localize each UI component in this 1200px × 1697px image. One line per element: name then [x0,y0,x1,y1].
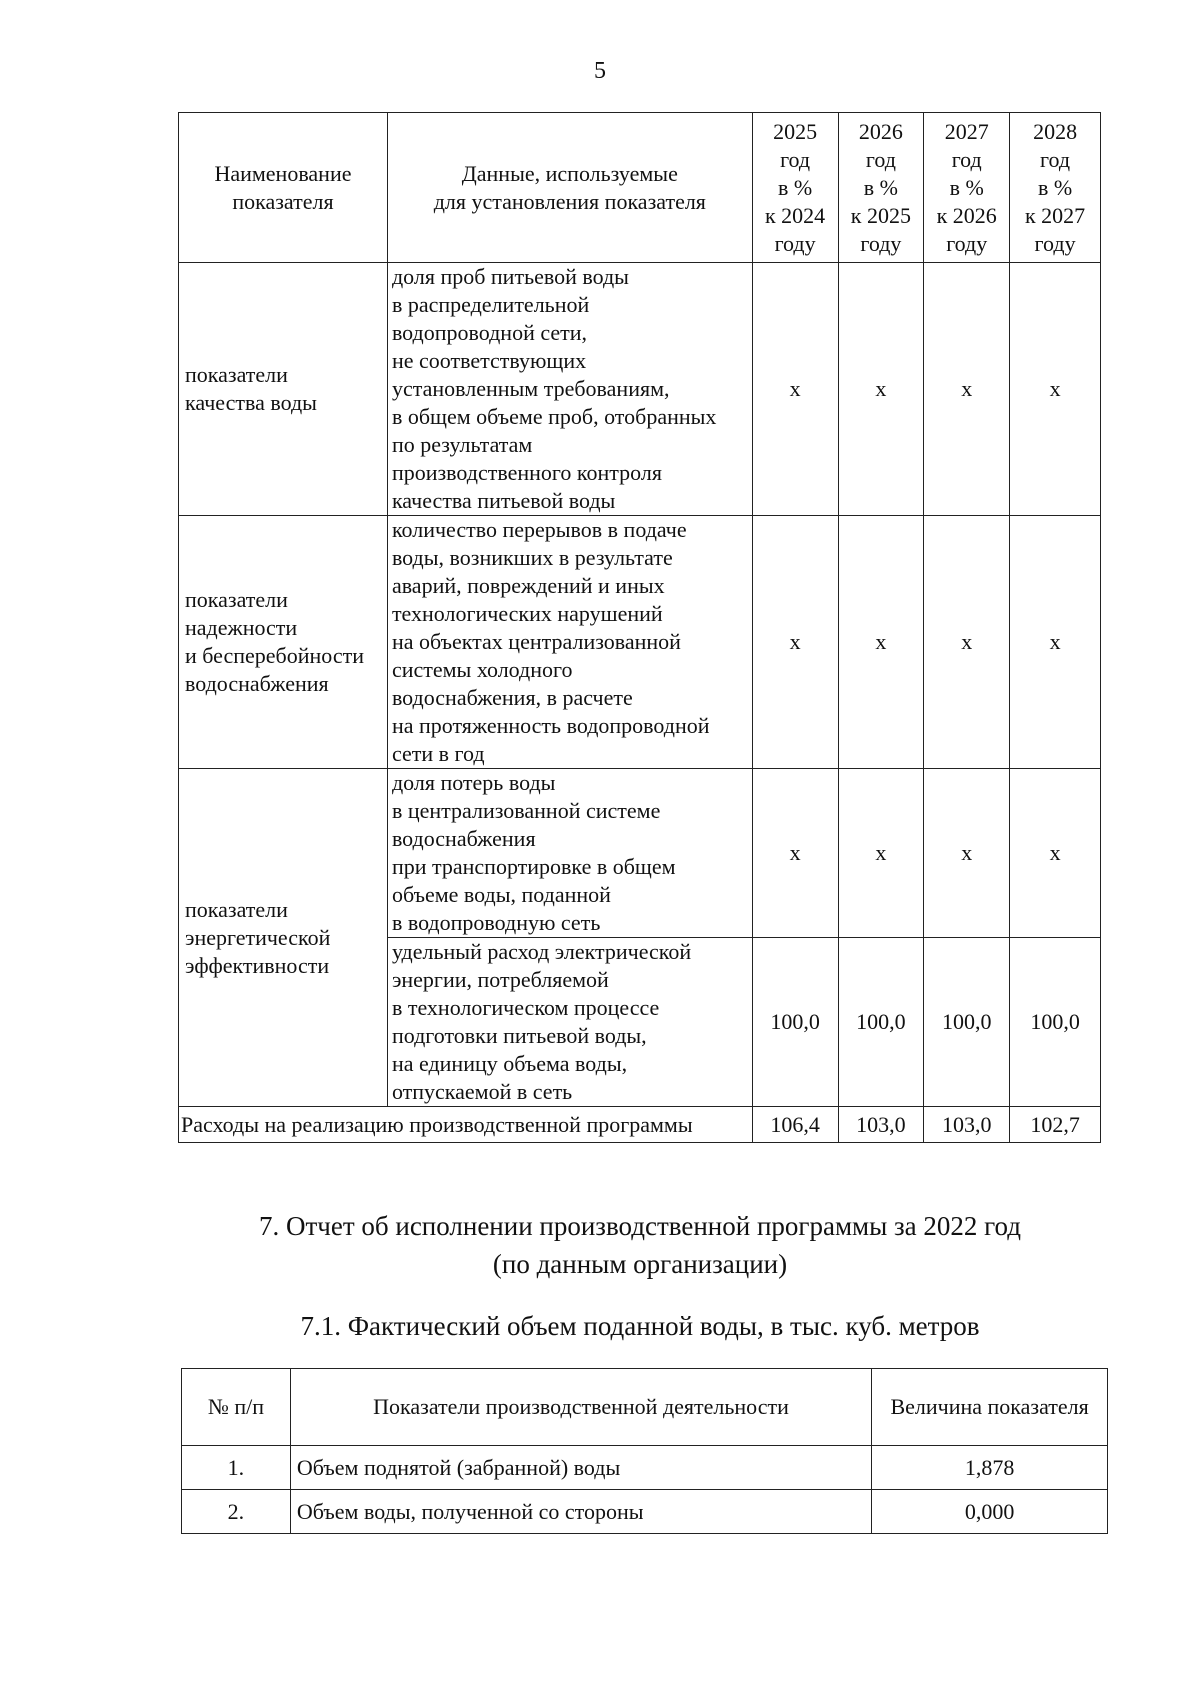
header-year-line: в % [1037,174,1073,200]
header-year-2 [838,113,924,263]
indicator-data-line: системы холодного [391,657,573,682]
indicator-data-line: доля потерь воды [391,770,556,795]
indicator-data-cell [387,938,752,1107]
total-value-cell: 106,4 [752,1107,838,1143]
indicator-data-cell [387,263,752,516]
volume-header-row [182,1369,1108,1446]
indicator-data-line: аварий, повреждений и иных [391,573,665,598]
volume-row [182,1490,1108,1534]
header-year-line: году [946,230,988,256]
volume-header-cell: Показатели производственной деятельности [290,1369,871,1446]
indicator-data-line: в общем объеме проб, отобранных [391,404,717,429]
indicator-data-line: объеме воды, поданной [391,882,611,907]
header-year-line: году [774,230,816,256]
total-value-cell: 102,7 [1010,1107,1101,1143]
indicators-table [178,112,1101,1143]
volume-header-cell: № п/п [182,1369,291,1446]
indicator-data-line: на единицу объема воды, [391,1051,628,1076]
header-year-line: году [1034,230,1076,256]
indicator-data-line: количество перерывов в подаче [391,517,687,542]
indicator-data-line: технологических нарушений [391,601,663,626]
row-number: 2. [182,1490,291,1534]
indicator-data-line: в водопроводную сеть [391,910,601,935]
indicator-data-line: при транспортировке в общем [391,854,676,879]
indicator-data-line: по результатам [391,432,533,457]
header-year-line: год [1040,146,1071,172]
indicator-data-line: в централизованной системе [391,798,661,823]
row-value: 0,000 [872,1490,1108,1534]
header-year-line: 2026 [858,118,903,144]
header-text-line: Наименование [214,160,352,186]
section-7-title [0,1207,1200,1283]
indicator-data-line: сети в год [391,741,485,766]
indicator-data-line: водоснабжения, в расчете [391,685,633,710]
header-year-line: год [865,146,896,172]
indicator-data-line: доля проб питьевой воды [391,264,629,289]
indicator-name-line: водоснабжения [185,671,329,696]
total-value-cell: 103,0 [924,1107,1010,1143]
indicator-value-cell: 100,0 [838,938,924,1107]
header-text-line: Данные, используемые [461,160,678,186]
header-year-line: к 2024 [764,202,826,228]
indicator-data-line: на объектах централизованной [391,629,681,654]
total-label: Расходы на реализацию производственной программы [179,1107,753,1143]
section-7-title-line2: (по данным организации) [492,1249,788,1279]
header-year-line: к 2026 [936,202,997,228]
header-year-line: к 2025 [850,202,911,228]
indicator-data-line: водоснабжения [391,826,536,851]
indicator-name-line: качества воды [185,390,317,415]
header-year-line: 2027 [944,118,989,144]
indicator-data-line: удельный расход электрической [391,939,692,964]
header-year-line: год [951,146,982,172]
indicator-name-line: показатели [185,896,288,922]
indicator-data-line: не соответствующих [391,348,587,373]
indicator-group-name [179,516,388,769]
header-year-line: год [780,146,811,172]
header-year-line: к 2027 [1024,202,1086,228]
header-year-line: 2028 [1033,118,1078,144]
indicator-name-line: энергетической [185,924,331,950]
indicator-name-line: и бесперебойности [185,643,364,668]
indicator-value-cell: x [1010,516,1101,769]
indicator-data-line: водопроводной сети, [391,320,588,345]
page-number: 5 [594,58,606,84]
header-row [179,113,1101,263]
indicator-value-cell: 100,0 [924,938,1010,1107]
header-text-line: показателя [232,188,334,214]
header-year-3 [924,113,1010,263]
table-row [179,769,1101,938]
indicator-data-cell [387,769,752,938]
header-year-line: году [860,230,902,256]
indicator-value-cell: x [838,769,924,938]
indicator-data-line: на протяженность водопроводной [391,713,710,738]
indicator-data-line: производственного контроля [391,460,662,485]
header-year-1 [752,113,838,263]
indicator-data-line: энергии, потребляемой [391,967,609,992]
indicator-value-cell: x [838,516,924,769]
header-indicator-name [179,113,388,263]
indicator-value-cell: x [752,263,838,516]
header-data-used [387,113,752,263]
indicator-value-cell: x [752,769,838,938]
indicator-value-cell: x [1010,769,1101,938]
indicator-value-cell: x [924,769,1010,938]
indicator-name-line: эффективности [185,952,330,978]
indicator-data-line: качества питьевой воды [391,488,616,513]
indicator-data-line: в технологическом процессе [391,995,660,1020]
row-indicator: Объем поднятой (забранной) воды [290,1446,871,1490]
indicator-value-cell: x [924,516,1010,769]
table-row [179,516,1101,769]
indicator-data-cell [387,516,752,769]
water-volume-table [181,1368,1108,1534]
section-7-1-title: 7.1. Фактический объем поданной воды, в тыс. куб. метров [300,1311,980,1341]
indicator-group-name [179,769,388,1107]
total-value-cell: 103,0 [838,1107,924,1143]
header-year-line: 2025 [773,118,818,144]
row-number: 1. [182,1446,291,1490]
indicator-data-line: воды, возникших в результате [391,545,673,570]
indicator-data-line: отпускаемой в сеть [391,1079,573,1104]
section-7-title-line1: 7. Отчет об исполнении производственной программы за 2022 год [258,1211,1022,1241]
volume-row [182,1446,1108,1490]
indicator-value-cell: 100,0 [752,938,838,1107]
header-year-line: в % [777,174,813,200]
indicator-name-line: показатели [185,587,288,612]
header-year-line: в % [949,174,984,200]
indicator-data-line: подготовки питьевой воды, [391,1023,647,1048]
header-year-line: в % [863,174,899,200]
indicator-value-cell: x [752,516,838,769]
indicator-value-cell: 100,0 [1010,938,1101,1107]
indicator-data-line: в распределительной [391,292,590,317]
indicator-name-line: надежности [185,615,298,640]
row-value: 1,878 [872,1446,1108,1490]
row-indicator: Объем воды, полученной со стороны [290,1490,871,1534]
indicator-group-name [179,263,388,516]
indicator-name-line: показатели [185,362,288,387]
indicator-value-cell: x [1010,263,1101,516]
header-text-line: для установления показателя [433,188,706,214]
indicator-value-cell: x [924,263,1010,516]
volume-header-cell: Величина показателя [872,1369,1108,1446]
indicator-data-line: установленным требованиям, [391,376,670,401]
total-row [179,1107,1101,1143]
table-row [179,263,1101,516]
indicator-value-cell: x [838,263,924,516]
header-year-4 [1010,113,1101,263]
